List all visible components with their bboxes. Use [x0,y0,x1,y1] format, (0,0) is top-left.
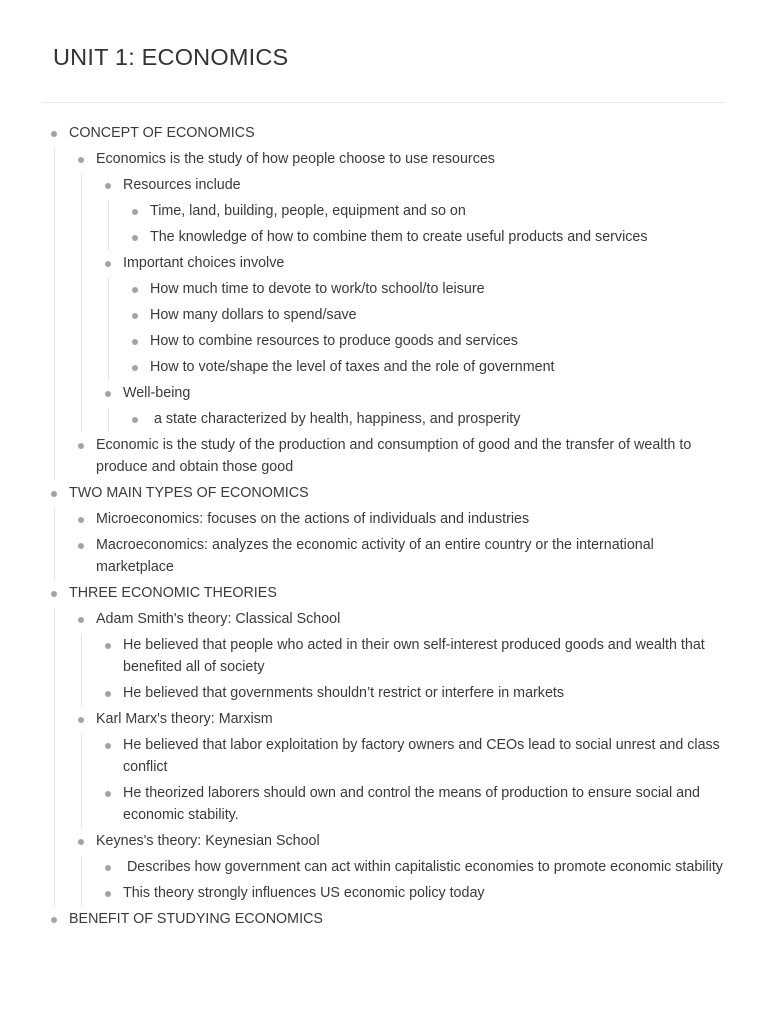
outline-item-row[interactable] [123,199,730,225]
outline-item [42,581,730,907]
title-divider [42,102,725,103]
outline-item-text: Well-being [123,385,191,401]
outline-item-row[interactable] [42,581,730,607]
bullet-icon[interactable] [105,891,111,897]
bullet-icon[interactable] [132,365,138,371]
outline-children [69,633,730,707]
outline-item-row[interactable] [123,329,730,355]
outline-item-text: TWO MAIN TYPES OF ECONOMICS [69,485,309,501]
bullet-icon[interactable] [78,543,84,549]
outline-item [96,381,730,433]
outline-item [42,907,730,933]
outline-item-text: How much time to devote to work/to school/to leisure [150,281,485,297]
bullet-icon[interactable] [78,717,84,723]
outline-item [69,533,730,581]
outline-children [69,733,730,829]
outline-item-row[interactable] [69,829,730,855]
outline-item-text: Keynes's theory: Keynesian School [96,833,320,849]
outline-item-row[interactable] [123,407,730,433]
outline-item-row[interactable] [69,707,730,733]
outline-item-text: Economic is the study of the production and consumption of good and the transfer of wealth to produce and obtain those good [96,437,696,475]
outline-item [96,881,730,907]
outline-item-row[interactable] [96,633,730,681]
outline-item-text: THREE ECONOMIC THEORIES [69,585,277,601]
bullet-icon[interactable] [78,839,84,845]
outline-item [69,607,730,707]
outline-item [123,407,730,433]
outline-item-text: How many dollars to spend/save [150,307,357,323]
outline-item-text: The knowledge of how to combine them to create useful products and services [150,229,648,245]
bullet-icon[interactable] [105,261,111,267]
outline-item-row[interactable] [96,681,730,707]
outline-item-row[interactable] [96,781,730,829]
outline-item-text: Macroeconomics: analyzes the economic activity of an entire country or the international marketplace [96,537,658,575]
outline-item-row[interactable] [42,121,730,147]
outline-item-row[interactable] [123,225,730,251]
outline-item [123,277,730,303]
outline-item-text: He theorized laborers should own and control the means of production to ensure social and economic stability. [123,785,704,823]
bullet-icon[interactable] [105,391,111,397]
outline-item-row[interactable] [96,173,730,199]
outline-item [123,303,730,329]
outline-item-text: CONCEPT OF ECONOMICS [69,125,255,141]
outline-item-row[interactable] [69,147,730,173]
outline-item [96,251,730,381]
bullet-icon[interactable] [132,417,138,423]
outline-item-row[interactable] [42,481,730,507]
outline-item [42,121,730,481]
outline-item-row[interactable] [123,355,730,381]
bullet-icon[interactable] [78,157,84,163]
bullet-icon[interactable] [51,917,57,923]
outline-item-text: Describes how government can act within capitalistic economies to promote economic stability [123,859,723,875]
outline-item [69,707,730,829]
outline-item [96,681,730,707]
outline-item-row[interactable] [123,303,730,329]
outline-item-row[interactable] [123,277,730,303]
outline-item-row[interactable] [96,381,730,407]
outline-item-row[interactable] [96,855,730,881]
outline-children [69,173,730,433]
outline-item [96,855,730,881]
outline-item [96,633,730,681]
bullet-icon[interactable] [105,691,111,697]
outline-item [42,481,730,581]
outline-children [42,147,730,481]
bullet-icon[interactable] [51,591,57,597]
outline-children [96,407,730,433]
outline-item-text: He believed that people who acted in their own self-interest produced goods and wealth that benefited all of society [123,637,709,675]
outline-children [96,199,730,251]
outline-item [96,781,730,829]
bullet-icon[interactable] [132,287,138,293]
outline-item-row[interactable] [69,607,730,633]
outline-item [96,173,730,251]
outline-item-row[interactable] [96,881,730,907]
outline [42,121,730,933]
outline-item-text: This theory strongly influences US economic policy today [123,885,485,901]
outline-item-row[interactable] [69,507,730,533]
outline-item-row[interactable] [69,533,730,581]
page-title: UNIT 1: ECONOMICS [53,44,289,70]
outline-list [42,121,730,933]
outline-item-text: Important choices involve [123,255,285,271]
bullet-icon[interactable] [132,339,138,345]
outline-item-row[interactable] [69,433,730,481]
outline-item-text: Adam Smith's theory: Classical School [96,611,341,627]
outline-item-text: BENEFIT OF STUDYING ECONOMICS [69,911,323,927]
outline-item-text: Microeconomics: focuses on the actions of individuals and industries [96,511,530,527]
bullet-icon[interactable] [78,443,84,449]
outline-item [123,355,730,381]
bullet-icon[interactable] [132,235,138,241]
bullet-icon[interactable] [78,517,84,523]
outline-children [42,607,730,907]
outline-item-row[interactable] [96,251,730,277]
outline-item [123,199,730,225]
outline-item [69,147,730,433]
outline-item [69,507,730,533]
outline-item-text: Economics is the study of how people choose to use resources [96,151,495,167]
outline-item-row[interactable] [96,733,730,781]
outline-item-text: He believed that governments shouldn’t restrict or interfere in markets [123,685,565,701]
outline-item-row[interactable] [42,907,730,933]
outline-item-text: How to vote/shape the level of taxes and the role of government [150,359,555,375]
bullet-icon[interactable] [105,791,111,797]
outline-item-text: How to combine resources to produce goods and services [150,333,518,349]
outline-item [96,733,730,781]
outline-children [69,855,730,907]
outline-item-text: Time, land, building, people, equipment and so on [150,203,466,219]
outline-item [123,225,730,251]
outline-item-text: Karl Marx's theory: Marxism [96,711,273,727]
bullet-icon[interactable] [78,617,84,623]
outline-children [96,277,730,381]
bullet-icon[interactable] [132,313,138,319]
outline-item [69,829,730,907]
bullet-icon[interactable] [51,491,57,497]
bullet-icon[interactable] [105,183,111,189]
outline-item-text: He believed that labor exploitation by factory owners and CEOs lead to social unrest and class conflict [123,737,724,775]
bullet-icon[interactable] [105,865,111,871]
outline-item-text: a state characterized by health, happiness, and prosperity [150,411,521,427]
outline-item [69,433,730,481]
bullet-icon[interactable] [105,643,111,649]
bullet-icon[interactable] [132,209,138,215]
bullet-icon[interactable] [51,131,57,137]
outline-item [123,329,730,355]
outline-item-text: Resources include [123,177,241,193]
bullet-icon[interactable] [105,743,111,749]
outline-children [42,507,730,581]
